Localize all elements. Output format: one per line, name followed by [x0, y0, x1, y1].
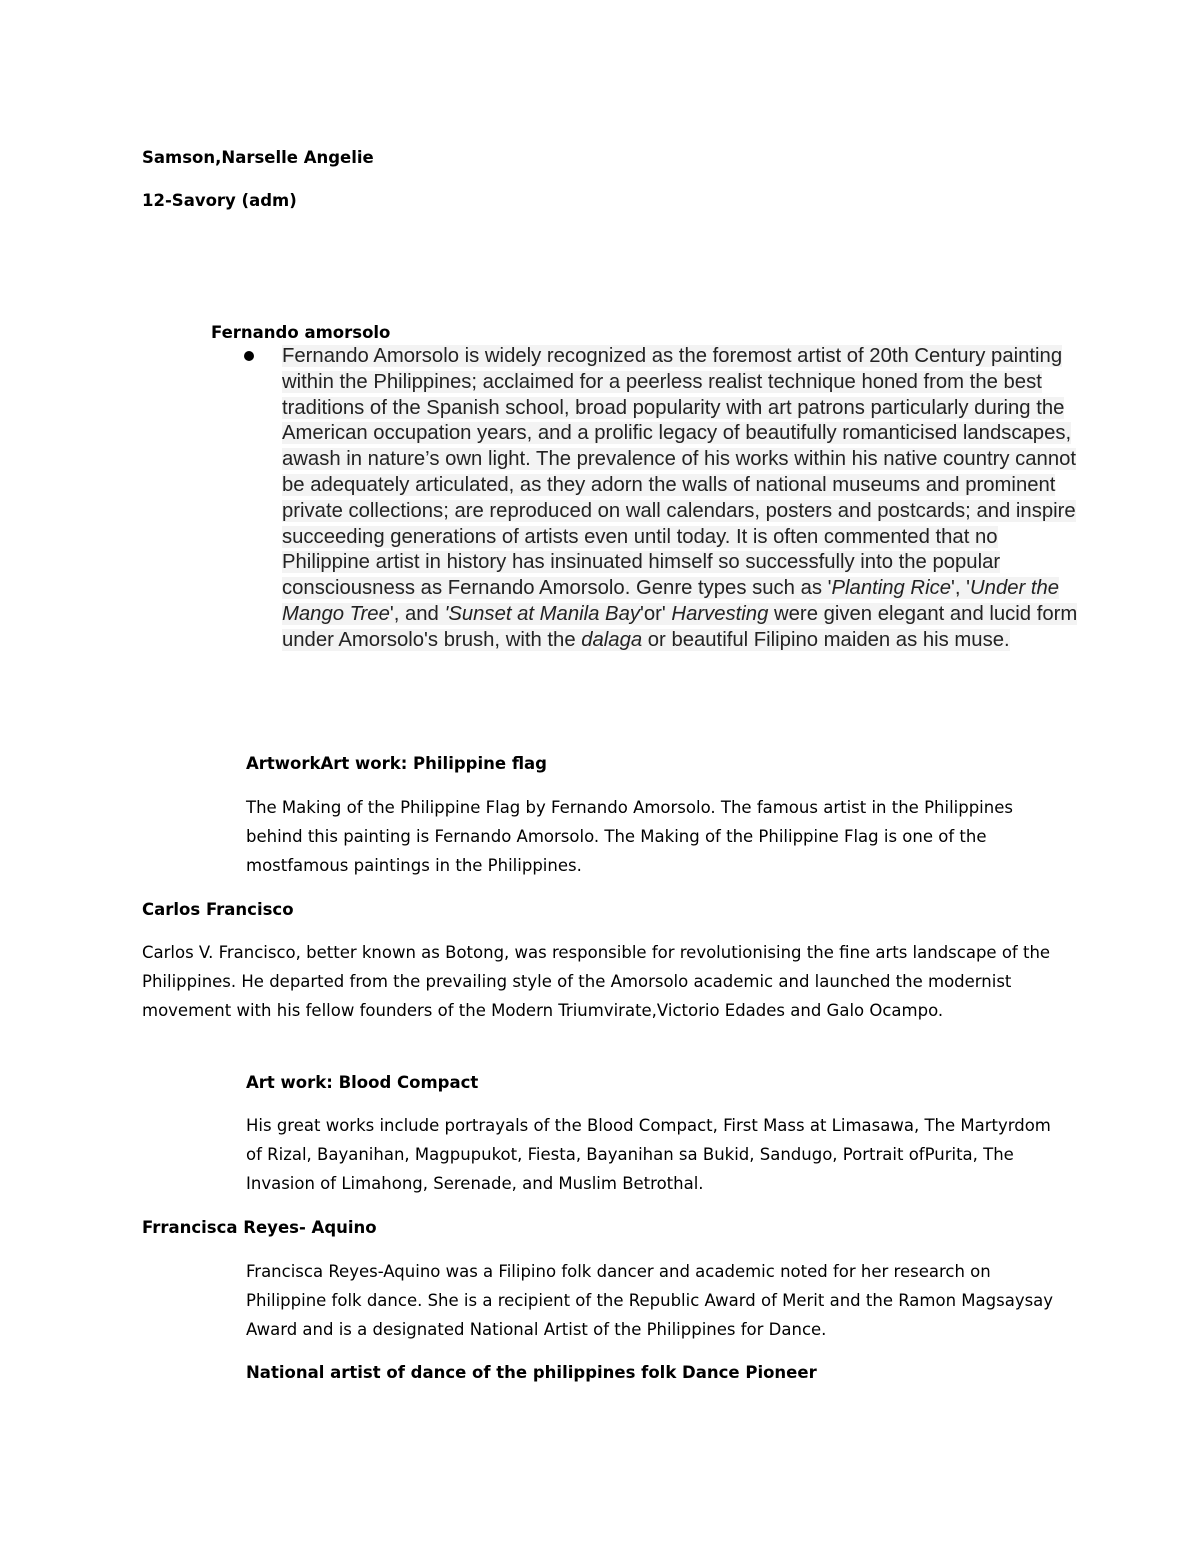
- subheading-aquino: National artist of dance of the philippines folk Dance Pioneer: [246, 1363, 817, 1382]
- bullet-icon: [244, 351, 254, 361]
- section-heading-aquino: Frrancisca Reyes- Aquino: [142, 1218, 377, 1237]
- artwork-heading-francisco: Art work: Blood Compact: [246, 1073, 479, 1092]
- student-name: Samson,Narselle Angelie: [142, 148, 374, 167]
- section-body-francisco: Carlos V. Francisco, better known as Botong, was responsible for revolutionising the fine arts landscape of the Philippines. He departed from the prevailing style of the Amorsolo academic and launched the modernist movement with his fellow founders of the Modern Triumvirate,Victorio Edades and Galo Ocampo.: [142, 943, 1051, 1020]
- student-class: 12-Savory (adm): [142, 191, 297, 210]
- artwork-body-amorsolo: The Making of the Philippine Flag by Fernando Amorsolo. The famous artist in the Philippines behind this painting is Fernando Amorsolo. The Making of the Philippine Flag is one of the mostfamous paintings in the Philippines.: [246, 798, 1013, 875]
- section-body-aquino: Francisca Reyes-Aquino was a Filipino folk dancer and academic noted for her research on Philippine folk dance. She is a recipient of the Republic Award of Merit and the Ramon Magsaysay Award and is a designated National Artist of the Philippines for Dance.: [246, 1262, 1054, 1339]
- section-heading-amorsolo: Fernando amorsolo: [211, 323, 391, 342]
- section-heading-francisco: Carlos Francisco: [142, 900, 294, 919]
- artwork-body-francisco: His great works include portrayals of the Blood Compact, First Mass at Limasawa, The Martyrdom of Rizal, Bayanihan, Magpupukot, Fiesta, Bayanihan sa Bukid, Sandugo, Portrait ofPurita, The Invasion of Limahong, Serenade, and Muslim Betrothal.: [246, 1116, 1051, 1193]
- amorsolo-bullet-paragraph: Fernando Amorsolo is widely recognized as the foremost artist of 20th Century painting within the Philippines; acclaimed for a peerless realist technique honed from the best traditions of the Spanish school, broad popularity with art patrons particularly during the American occupation years, and a prolific legacy of beautifully romanticised landscapes, awash in nature’s own light. The prevalence of his works within his native country cannot be adequately articulated, as they adorn the walls of national museums and prominent private collections; are reproduced on wall calendars, posters and postcards; and inspire succeeding generations of artists even until today. It is often commented that no Philippine artist in history has insinuated himself so successfully into the popular consciousness as Fernando Amorsolo. Genre types such as 'Planting Rice', 'Under the Mango Tree', and 'Sunset at Manila Bay'or' Harvesting were given elegant and lucid form under Amorsolo's brush, with the dalaga or beautiful Filipino maiden as his muse.: [282, 345, 1078, 651]
- artwork-heading-amorsolo: ArtworkArt work: Philippine flag: [246, 754, 547, 773]
